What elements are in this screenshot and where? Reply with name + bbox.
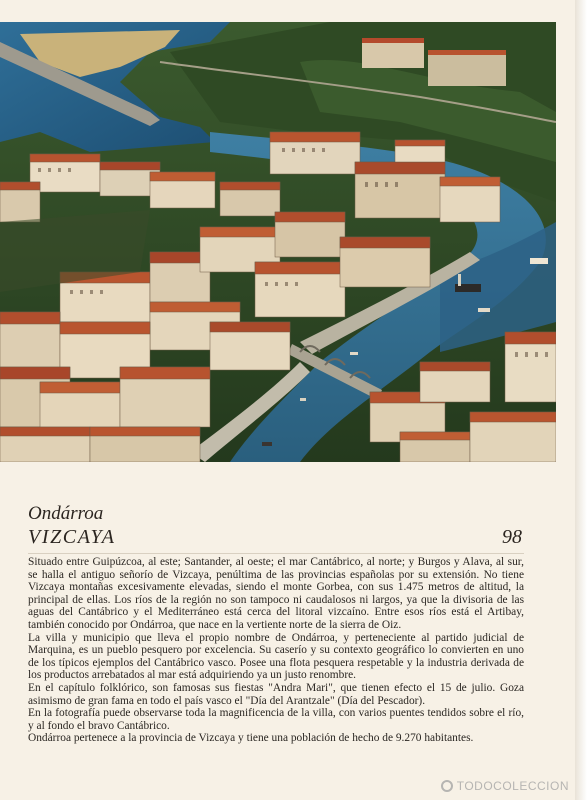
paragraph: Ondárroa pertenece a la provincia de Vizcaya y tiene una población de hecho de 9.270 habitantes. (28, 732, 474, 745)
page-number: 98 (502, 526, 522, 548)
paragraph: Situado entre Guipúzcoa, al este; Santander, al oeste; el mar Cantábrico, al norte; y Burgos y Alava, al sur, se halla el antiguo señorío de Vizcaya, penúltima de las provincias españolas por su extensión. No tiene Vizcaya montañas excesivamente elevadas, siendo el monte Gorbea, con sus 1.475 metros de altitud, la principal de ellas. Los ríos de la región no son tampoco ni caudalosos ni largos, ya que la divisoria de las aguas del Cantábrico y el Mediterráneo está cerca del litoral vizcaíno. Entre esos ríos está el Artibay, también conocido por Ondárroa, que nace en la vertiente norte de la sierra de Oiz. (28, 556, 524, 631)
card-header (28, 503, 524, 551)
watermark (441, 779, 569, 793)
region-name: VIZCAYA (28, 526, 116, 548)
paragraph: En el capítulo folklórico, son famosas sus fiestas "Andra Mari", que tienen efecto el 15 de julio. Goza asimismo de gran fama en todo el país vasco el "Día del Arantzale" (Día del Pescador). (28, 681, 524, 707)
paragraph: En la fotografía puede observarse toda la magnificencia de la villa, con varios puentes tendidos sobre el río, y al fondo el bravo Cantábrico. (28, 707, 524, 732)
card-edge (575, 0, 587, 800)
watermark-logo-icon (441, 780, 453, 792)
place-name: Ondárroa (28, 503, 104, 524)
header-rule (28, 553, 524, 554)
description-text (28, 556, 524, 745)
region-row (28, 525, 524, 551)
aerial-town-photo (0, 22, 556, 462)
paragraph: La villa y municipio que lleva el propio nombre de Ondárroa, y perteneciente al partido judicial de Marquina, es un pueblo pesquero por excelencia. Su caserío y su contexto geográfico lo convierten en uno de los típicos ejemplos del Cantábrico vasco. Posee una flota pesquera respetable y la industria derivada de los productos arrebatados al mar está adquiriendo ya un justo renombre. (28, 631, 524, 682)
watermark-text: TODOCOLECCION (456, 779, 569, 793)
